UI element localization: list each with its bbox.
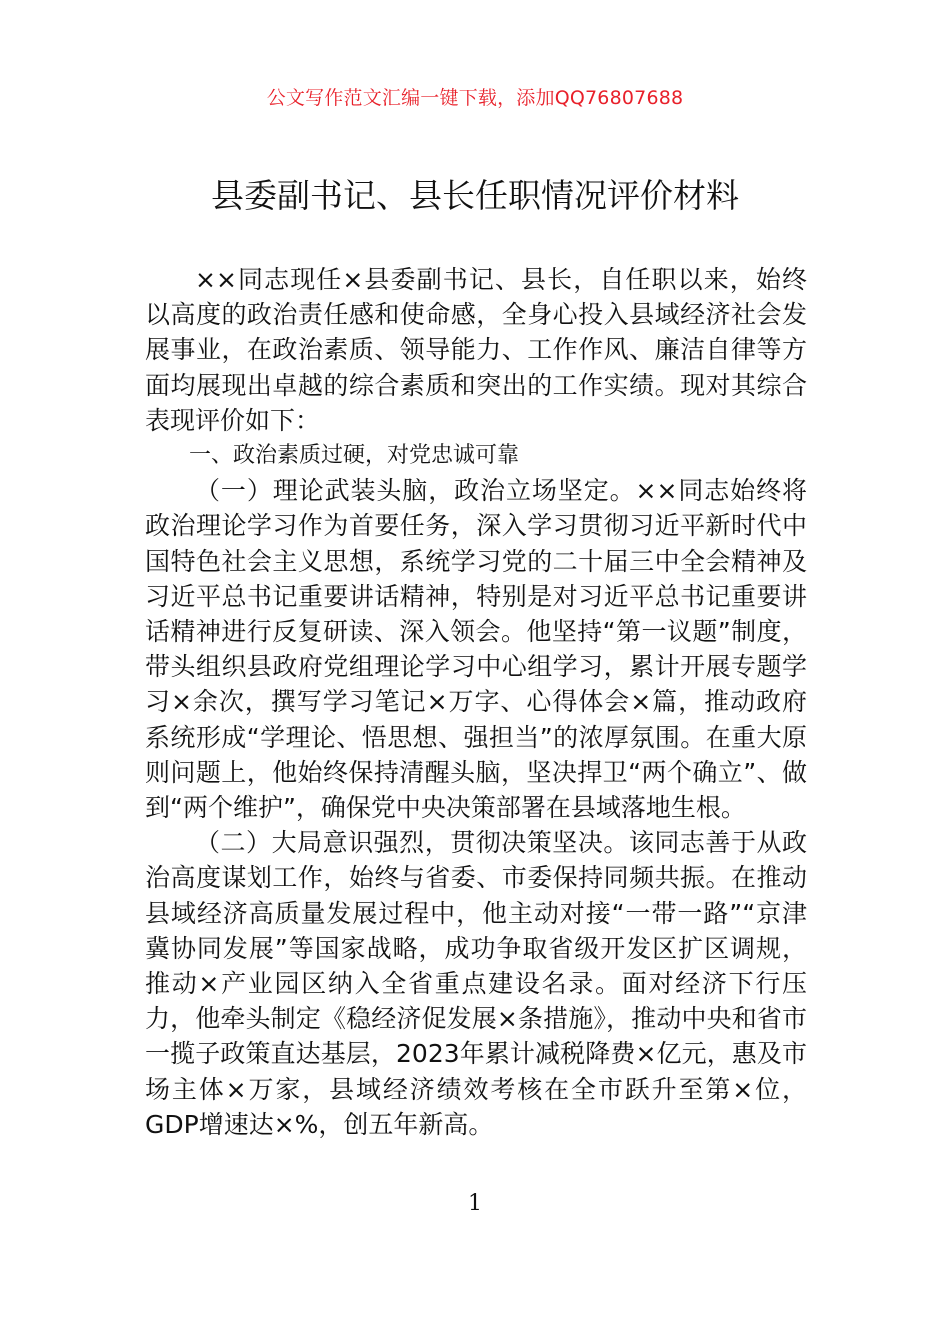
intro-paragraph: ××同志现任×县委副书记、县长，自任职以来，始终以高度的政治责任感和使命感，全身心投入县域经济社会发展事业，在政治素质、领导能力、工作作风、廉洁自律等方面均展现出卓越的综合素质和突出的工作实绩。现对其综合表现评价如下： (145, 265, 807, 435)
body-paragraph: （一）理论武装头脑，政治立场坚定。××同志始终将政治理论学习作为首要任务，深入学习贯彻习近平新时代中国特色社会主义思想，系统学习党的二十届三中全会精神及习近平总书记重要讲话精神，特别是对习近平总书记重要讲话精神进行反复研读、深入领会。他坚持“第一议题”制度，带头组织县政府党组理论学习中心组学习，累计开展专题学习×余次，撰写学习笔记×万字、心得体会×篇，推动政府系统形成“学理论、悟思想、强担当”的浓厚氛围。在重大原则问题上，他始终保持清醒头脑，坚决捍卫“两个确立”、做到“两个维护”，确保党中央决策部署在县域落地生根。 (145, 476, 807, 823)
page-number: 1 (468, 1191, 482, 1216)
body-paragraph: （二）大局意识强烈，贯彻决策坚决。该同志善于从政治高度谋划工作，始终与省委、市委保持同频共振。在推动县域经济高质量发展过程中，他主动对接“一带一路”“京津冀协同发展”等国家战略，成功争取省级开发区扩区调规，推动×产业园区纳入全省重点建设名录。面对经济下行压力，他牵头制定《稳经济促发展×条措施》，推动中央和省市一揽子政策直达基层，2023年累计减税降费×亿元，惠及市场主体×万家，县域经济绩效考核在全市跃升至第×位，GDP增速达×%，创五年新高。 (145, 828, 807, 1139)
section-heading: 一、政治素质过硬，对党忠诚可靠 (189, 443, 520, 469)
document-body (145, 262, 807, 1142)
document-title: 县委副书记、县长任职情况评价材料 (211, 176, 739, 215)
download-banner: 公文写作范文汇编一键下载，添加QQ76807688 (266, 87, 684, 109)
